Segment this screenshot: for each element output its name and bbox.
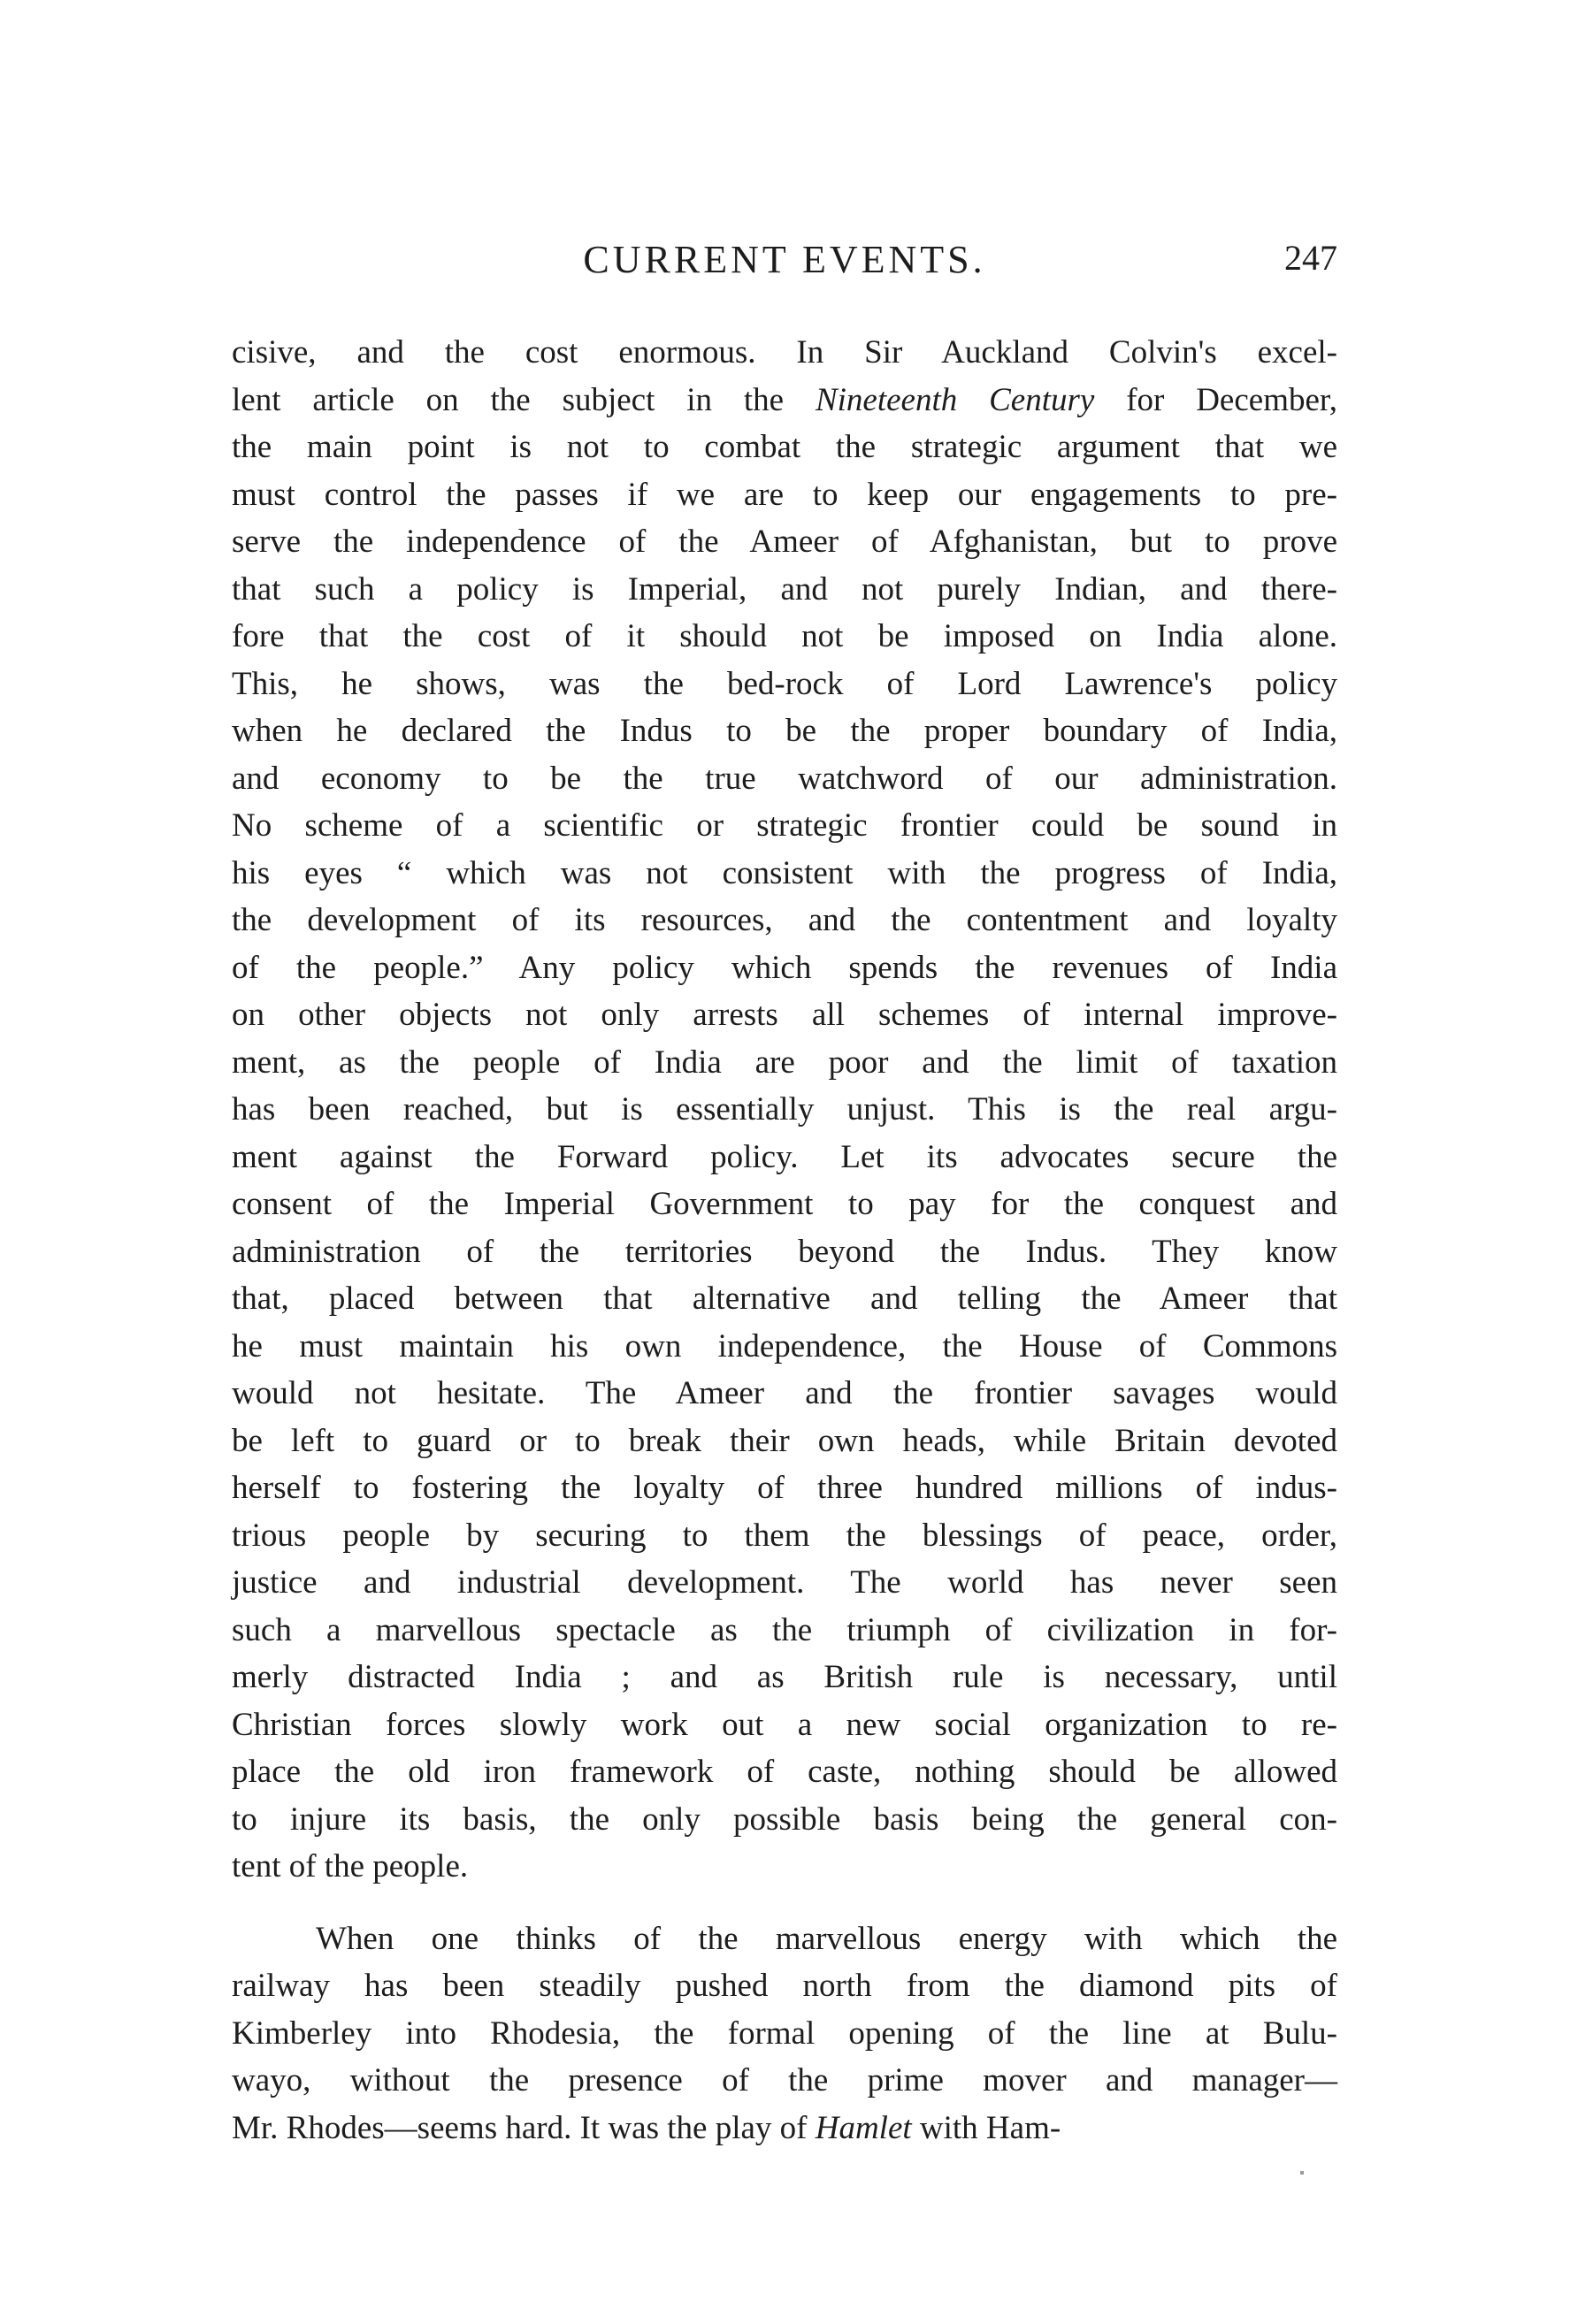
text-line: ment, as the people of India are poor and the limit of taxation xyxy=(232,1044,1337,1081)
text-line: tent of the people. xyxy=(232,1848,469,1884)
text-line: and economy to be the true watchword of our administration. xyxy=(232,760,1337,797)
text-line: such a marvellous spectacle as the triumph of civilization in for- xyxy=(232,1611,1337,1648)
running-head: CURRENT EVENTS. xyxy=(583,238,986,281)
text-line: wayo, without the presence of the prime mover and manager— xyxy=(232,2062,1337,2098)
text-line: Kimberley into Rhodesia, the formal opening of the line at Bulu- xyxy=(232,2014,1337,2052)
text-line: ment against the Forward policy. Let its advocates secure the xyxy=(232,1138,1337,1175)
text-line: herself to fostering the loyalty of three hundred millions of indus- xyxy=(232,1470,1337,1506)
text-line: when he declared the Indus to be the proper boundary of India, xyxy=(232,713,1337,749)
text-line: Christian forces slowly work out a new social organization to re- xyxy=(232,1706,1337,1743)
text-line: railway has been steadily pushed north from the diamond pits of xyxy=(232,1968,1337,2004)
text-line: would not hesitate. The Ameer and the frontier savages would xyxy=(232,1375,1337,1411)
text-line: he must maintain his own independence, the House of Commons xyxy=(232,1327,1337,1365)
text-line: his eyes “ which was not consistent with the progress of India, xyxy=(232,854,1337,891)
text-line: administration of the territories beyond the Indus. They know xyxy=(232,1233,1337,1270)
text-line: the main point is not to combat the strategic argument that we xyxy=(232,429,1337,465)
text-line: to injure its basis, the only possible basis being the general con- xyxy=(232,1800,1337,1838)
text-line: merly distracted India ; and as British rule is necessary, until xyxy=(232,1659,1337,1695)
text-line: the development of its resources, and the contentment and loyalty xyxy=(232,902,1337,938)
text-line: fore that the cost of it should not be imposed on India alone. xyxy=(232,618,1337,654)
page-number: 247 xyxy=(1284,238,1337,278)
body-text xyxy=(232,329,1337,2152)
text-line: This, he shows, was the bed-rock of Lord Lawrence's policy xyxy=(232,665,1337,702)
page-header xyxy=(232,237,1337,299)
italic-title: Nineteenth Century xyxy=(815,381,1095,418)
text-line: of the people.” Any policy which spends the revenues of India xyxy=(232,949,1337,986)
text-line: be left to guard or to break their own heads, while Britain devoted xyxy=(232,1422,1337,1459)
paragraph xyxy=(232,1915,1337,2152)
text-line: justice and industrial development. The world has never seen xyxy=(232,1564,1337,1601)
text-line: trious people by securing to them the blessings of peace, order, xyxy=(232,1517,1337,1554)
paragraph xyxy=(232,329,1337,1891)
italic-title: Hamlet xyxy=(815,2109,912,2146)
text-line: that such a policy is Imperial, and not purely Indian, and there- xyxy=(232,570,1337,608)
text-line: place the old iron framework of caste, nothing should be allowed xyxy=(232,1754,1337,1790)
scan-mark xyxy=(1300,2171,1304,2175)
text-line: on other objects not only arrests all schemes of internal improve- xyxy=(232,997,1337,1033)
text-line: When one thinks of the marvellous energy with which the xyxy=(316,1920,1337,1957)
paragraph-gap xyxy=(232,1891,1337,1915)
text-line: has been reached, but is essentially unjust. This is the real argu- xyxy=(232,1091,1337,1128)
text-line: Mr. Rhodes—seems hard. It was the play of Hamlet with Ham- xyxy=(232,2109,1061,2146)
text-line: consent of the Imperial Government to pay for the conquest and xyxy=(232,1186,1337,1222)
text-line: No scheme of a scientific or strategic frontier could be sound in xyxy=(232,807,1337,844)
text-line: lent article on the subject in the Nineteenth Century for December, xyxy=(232,381,1337,418)
text-line: that, placed between that alternative and telling the Ameer that xyxy=(232,1280,1337,1317)
text-line: must control the passes if we are to keep our engagements to pre- xyxy=(232,476,1337,513)
text-line: cisive, and the cost enormous. In Sir Auckland Colvin's excel- xyxy=(232,334,1337,371)
text-line: serve the independence of the Ameer of Afghanistan, but to prove xyxy=(232,524,1337,560)
